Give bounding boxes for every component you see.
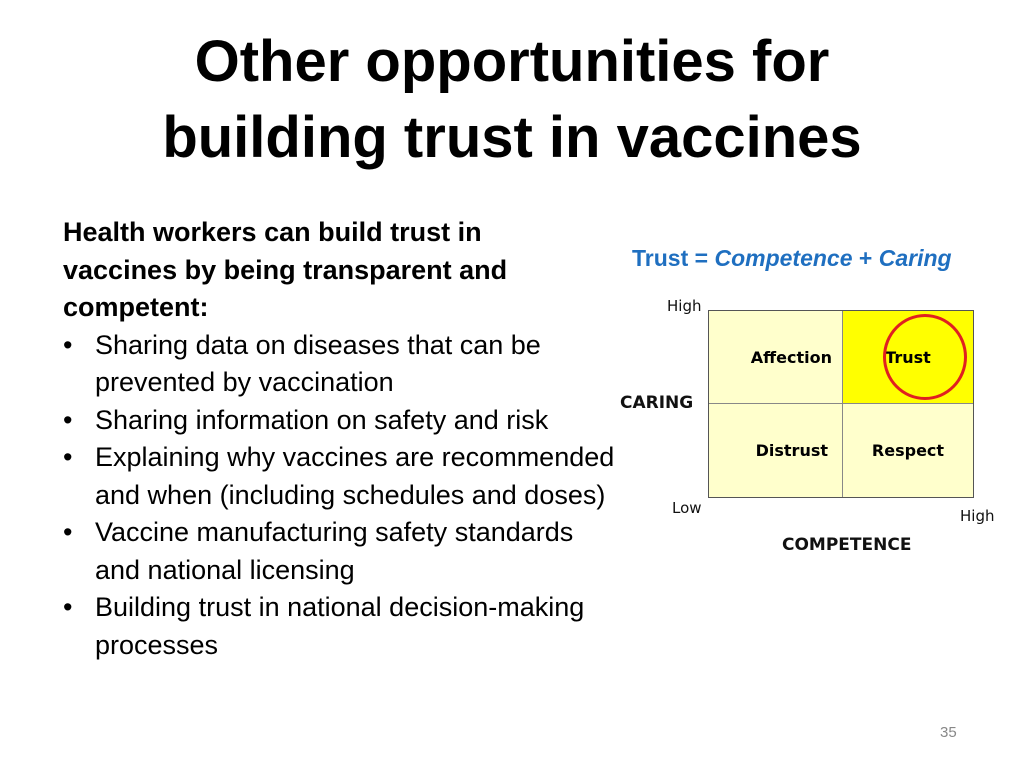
lead-paragraph [63, 214, 618, 327]
y-axis-high-label: High [667, 297, 702, 315]
slide-title-line-2: building trust in vaccines [162, 105, 862, 170]
trust-matrix [708, 310, 974, 498]
formula-prefix: Trust = [632, 245, 715, 271]
lead-line-2: vaccines by being transparent and [63, 254, 508, 285]
bullet-item: • Sharing information on safety and risk [63, 402, 618, 440]
bullet-item: • Explaining why vaccines are recommended and when (including schedules and doses) [63, 439, 618, 514]
x-axis-high-label: High [960, 507, 995, 525]
quadrant-trust-label: Trust [885, 347, 931, 367]
bullet-item: • Vaccine manufacturing safety standards and national licensing [63, 514, 618, 589]
slide-title [0, 24, 1024, 176]
formula-term-competence: Competence [714, 245, 853, 271]
y-axis-title: CARING [620, 393, 694, 413]
lead-line-1: Health workers can build trust in [63, 217, 482, 247]
body-text [63, 214, 618, 664]
bullet-list [63, 327, 618, 665]
page-number: 35 [940, 724, 957, 741]
trust-formula [632, 245, 952, 272]
quadrant-affection-label: Affection [750, 347, 832, 367]
formula-plus: + [852, 245, 879, 271]
quadrant-distrust [709, 404, 843, 497]
quadrant-respect [843, 404, 973, 497]
quadrant-respect-label: Respect [871, 441, 945, 460]
quadrant-affection [709, 311, 843, 404]
quadrant-distrust-label: Distrust [755, 441, 828, 460]
y-axis-low-label: Low [672, 499, 702, 517]
lead-line-3: competent: [63, 292, 209, 322]
x-axis-title: COMPETENCE [782, 535, 912, 555]
slide-title-line-1: Other opportunities for [194, 29, 830, 94]
bullet-item: • Building trust in national decision-making processes [63, 589, 618, 664]
trust-highlight-circle [883, 314, 967, 400]
bullet-item: • Sharing data on diseases that can be prevented by vaccination [63, 327, 618, 402]
formula-term-caring: Caring [878, 245, 952, 271]
